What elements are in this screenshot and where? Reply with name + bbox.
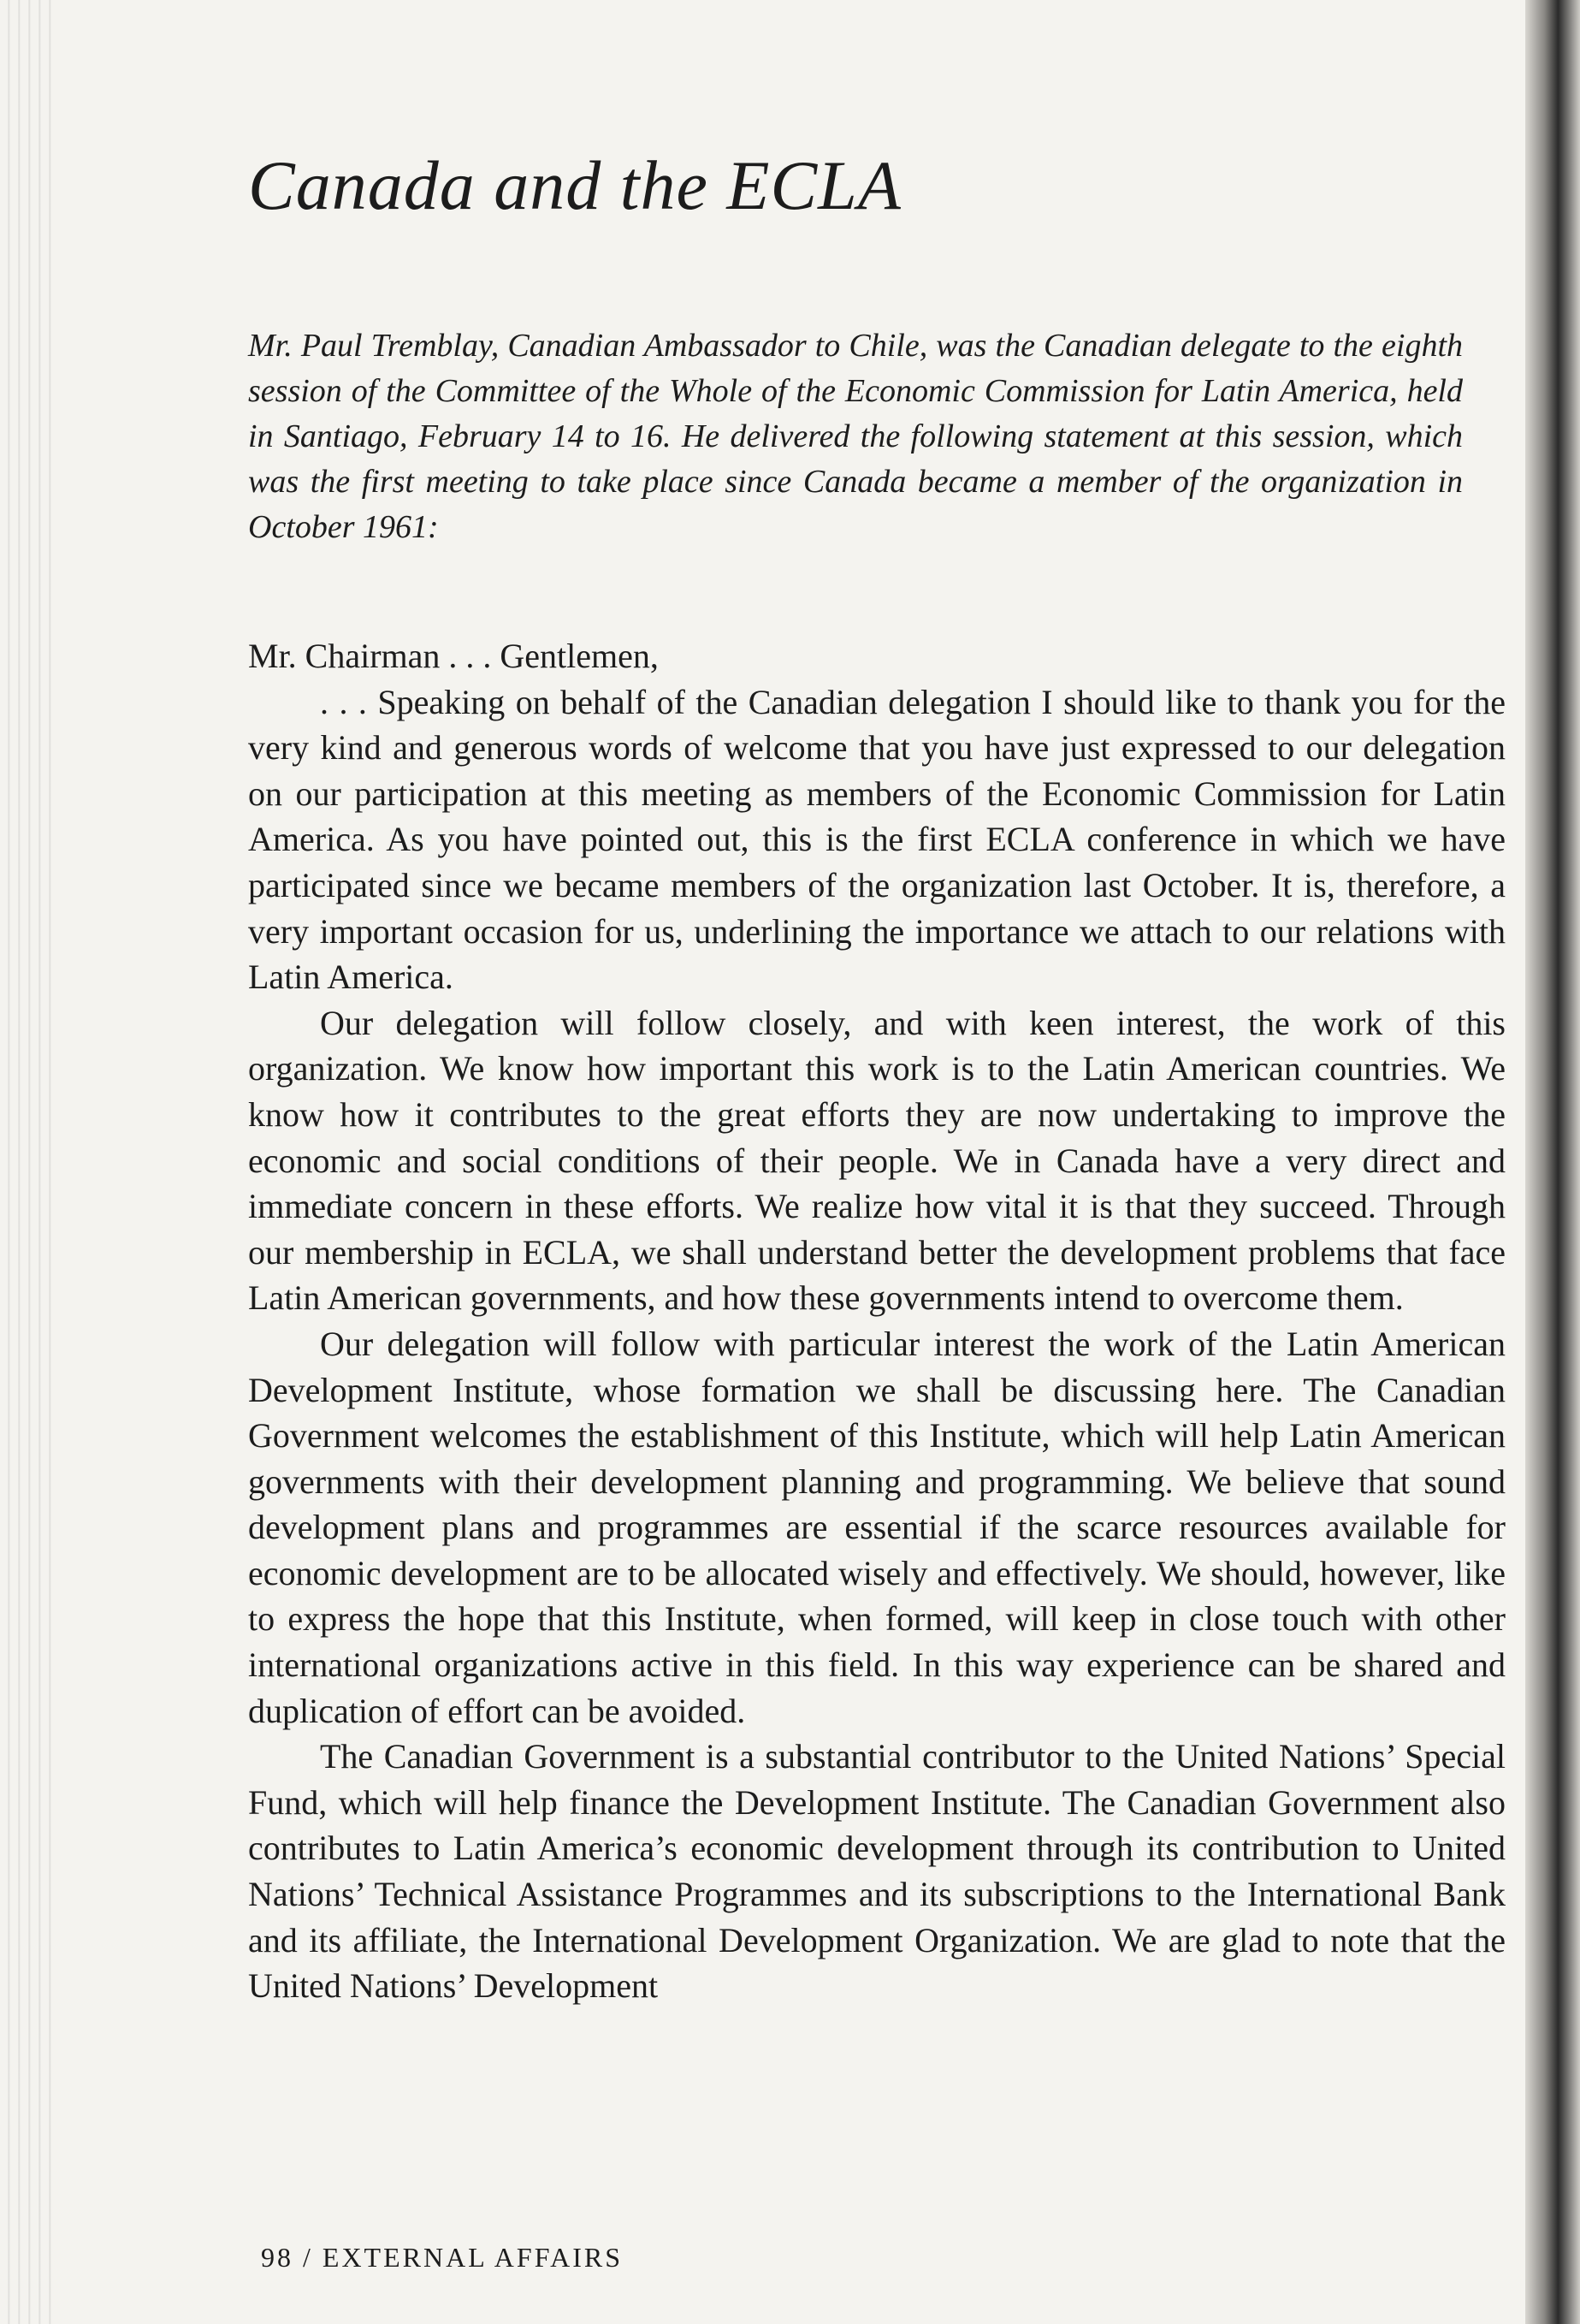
scan-binding-edge <box>1525 0 1580 2324</box>
scan-left-edge <box>0 0 51 2324</box>
body-paragraph: Our delegation will follow with particular interest the work of the Latin American Development Institute, whose formation we shall be discussing here. The Canadian Government welcomes the establishment of this Institute, which will help Latin American governments with their development planning and programming. We believe that sound development plans and programmes are essential if the scarce resources available for economic development are to be allocated wisely and effectively. We should, however, like to express the hope that this Institute, when formed, will keep in close touch with other international organizations active in this field. In this way experience can be shared and duplication of effort can be avoided. <box>248 1324 1506 1730</box>
intro-paragraph: Mr. Paul Tremblay, Canadian Ambassador to Chile, was the Canadian delegate to the eighth session of the Committee of the Whole of the Economic Commission for Latin America, held in Santiago, February 14 to 16. He delivered the following statement at this session, which was the first meeting to take place since Canada became a member of the organization in October 1961: <box>248 328 1463 545</box>
article-body <box>248 633 1506 2009</box>
body-paragraph: Our delegation will follow closely, and with keen interest, the work of this organization. We know how important this work is to the Latin American countries. We know how it contributes to the great efforts they are now undertaking to improve the economic and social conditions of their people. We in Canada have a very direct and immediate concern in these efforts. We realize how vital it is that they succeed. Through our membership in ECLA, we shall understand better the development problems that face Latin American governments, and how these governments intend to overcome them. <box>248 1003 1506 1318</box>
salutation: Mr. Chairman . . . Gentlemen, <box>248 637 659 675</box>
body-paragraph: . . . Speaking on behalf of the Canadian delegation I should like to thank you for the very kind and generous words of welcome that you have just expressed to our delegation on our participation at this meeting as members of the Economic Commission for Latin America. As you have pointed out, this is the first ECLA conference in which we have participated since we became members of the organization last October. It is, therefore, a very important occasion for us, underlining the importance we attach to our relations with Latin America. <box>248 682 1506 997</box>
article-title: Canada and the ECLA <box>248 146 902 224</box>
body-paragraph: The Canadian Government is a substantial contributor to the United Nations’ Special Fund, which will help finance the Development Institute. The Canadian Government also contributes to Latin America’s economic development through its contribution to United Nations’ Technical Assistance Programmes and its subscriptions to the International Bank and its affiliate, the International Development Organization. We are glad to note that the United Nations’ Development <box>248 1737 1506 2006</box>
page-folio: 98 / EXTERNAL AFFAIRS <box>261 2242 624 2273</box>
